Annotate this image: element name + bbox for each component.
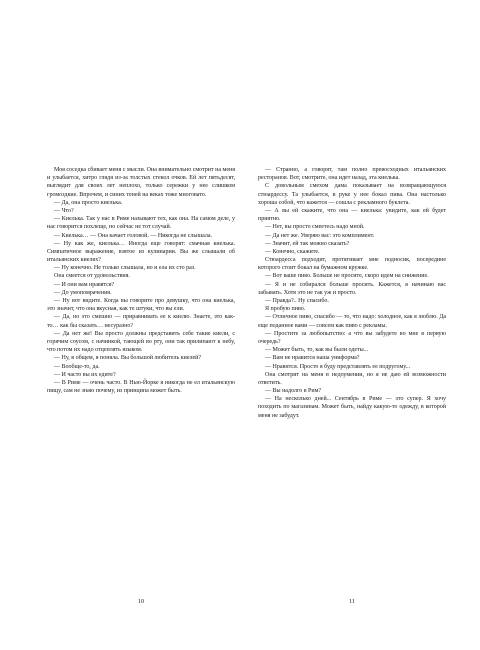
paragraph: — Да, но это смешно — приравнивать ее к киелю. Знаете, это как-то… как бы сказать… несуразно? bbox=[47, 314, 235, 329]
paragraph: — Вот ваше пиво. Больше не просите, скоро идем на снижение. bbox=[265, 273, 429, 280]
paragraph: — Киелька… — Она качает головой. — Никогда не слышала. bbox=[54, 232, 212, 239]
paragraph: — Конечно, скажите. bbox=[265, 248, 320, 255]
paragraph: — Правда?.. Ну спасибо. bbox=[265, 298, 329, 304]
right-page bbox=[258, 166, 446, 420]
paragraph: — На несколько дней... Сентябрь в Риме — это супер. Я хочу походить по магазинам. Может быть, найду какую-то одежду, в которой меня не забудут. bbox=[258, 396, 446, 419]
paragraph: — Вы надолго в Рим? bbox=[265, 388, 322, 395]
paragraph: — Отличное пиво, спасибо — то, что надо: холодное, как я люблю. Да еще поданное вами — совсем как пиво с рекламы. bbox=[258, 314, 446, 329]
left-page-text bbox=[47, 166, 235, 395]
paragraph: Она смотрит на меня в недоумении, но я не даю ей возможности ответить. bbox=[258, 371, 446, 386]
paragraph: — Простите за любопытство: а что вы забудете во мне в первую очередь? bbox=[258, 330, 446, 345]
paragraph: — Ну как же, киелька… Иногда еще говорят: смачная киелька. Симпатичное выражение, взятое из кулинарии. Вы же слышали об итальянских киелях? bbox=[47, 240, 235, 264]
paragraph: — Может быть, то, как вы были одеты... bbox=[265, 347, 369, 354]
left-page-number: 10 bbox=[137, 598, 145, 605]
paragraph: — До умопомрачения. bbox=[54, 289, 112, 296]
paragraph: — Значит, ей так можно сказать? bbox=[265, 240, 350, 247]
paragraph: — В Риме — очень часто. В Нью-Йорке я никогда не ел итальянскую пищу, сам не знаю почему, из принципа может быть. bbox=[47, 379, 235, 395]
paragraph: Моя соседка сбивает меня с мысли. Она внимательно смотрит на меня и улыбается, хитро глядя из-за толстых стекол очков. Ей лет пятьдесят, выглядит для своих лет неплохо, только сережки у нее слишком громоздкие. Впрочем, и синих теней на веках тоже многовато. bbox=[47, 167, 235, 198]
right-page-number: 11 bbox=[349, 598, 355, 605]
paragraph: — Ну конечно. Не только слышала, но и ела их сто раз. bbox=[54, 265, 196, 272]
paragraph: — Да нет же! Вы просто должны представить себе такие киели, с горячим соусом, с начинкой, тающей во рту, они так прилипают к небу, что потом их надо отцеплять языком. bbox=[47, 330, 235, 354]
paragraph: — Я и не собирался больше просить. Кажется, я начинаю вас забывать. Хотя это не так уж и просто. bbox=[258, 281, 446, 296]
paragraph: — Да нет же. Уверяю вас: это комплимент. bbox=[265, 232, 375, 239]
paragraph: — Киелька. Так у нас в Риме называют тех, как она. На самом деле, у нас говорится похлеще, но сейчас не тот случай. bbox=[47, 216, 235, 231]
paragraph: — И часто вы их едите? bbox=[54, 371, 116, 378]
paragraph: — Ну вот видите. Когда вы говорите про девушку, что она киелька, это значит, что она вкусная, как те штуки, что вы ели. bbox=[47, 298, 235, 313]
paragraph: Стюардесса подходит, протягивает мне подносик, посередине которого стоит бокал на бумажном кружке. bbox=[258, 257, 446, 272]
paragraph: Она смеется от удовольствия. bbox=[54, 273, 130, 280]
paragraph: — А вы ей скажите, что она — киелька: увидите, как ей будет приятно. bbox=[258, 207, 446, 223]
paragraph: — Вообще-то, да. bbox=[54, 363, 100, 370]
paragraph: — И они вам нравятся? bbox=[54, 281, 115, 288]
left-page bbox=[47, 166, 235, 395]
paragraph: — Нравится. Просто я буду представлять ее подругому... bbox=[265, 363, 411, 370]
paragraph: — Ну, в общем, я поняла. Вы большой любитель киелей? bbox=[54, 355, 202, 362]
paragraph: — Странно, а говорят, там полно превосходных итальянских ресторанов. Вот, смотрите, она идет назад, эта киелька. bbox=[258, 167, 446, 182]
paragraph: — Да, она просто киелька. bbox=[54, 199, 123, 206]
paragraph: — Нет, вы просто смеетесь надо мной. bbox=[265, 224, 365, 231]
right-page-text bbox=[258, 166, 446, 420]
paragraph: С довольным смехом дама показывает на возвращающуюся стюардессу. Та улыбается, в руке у нее бокал пива. Она настолько хороша собой, что кажется — сошла с рекламного буклета. bbox=[258, 183, 446, 206]
paragraph: — Что? bbox=[54, 207, 74, 214]
paragraph: Я пробую пиво. bbox=[265, 306, 306, 313]
paragraph: — Вам не нравится наша униформа? bbox=[265, 355, 360, 362]
